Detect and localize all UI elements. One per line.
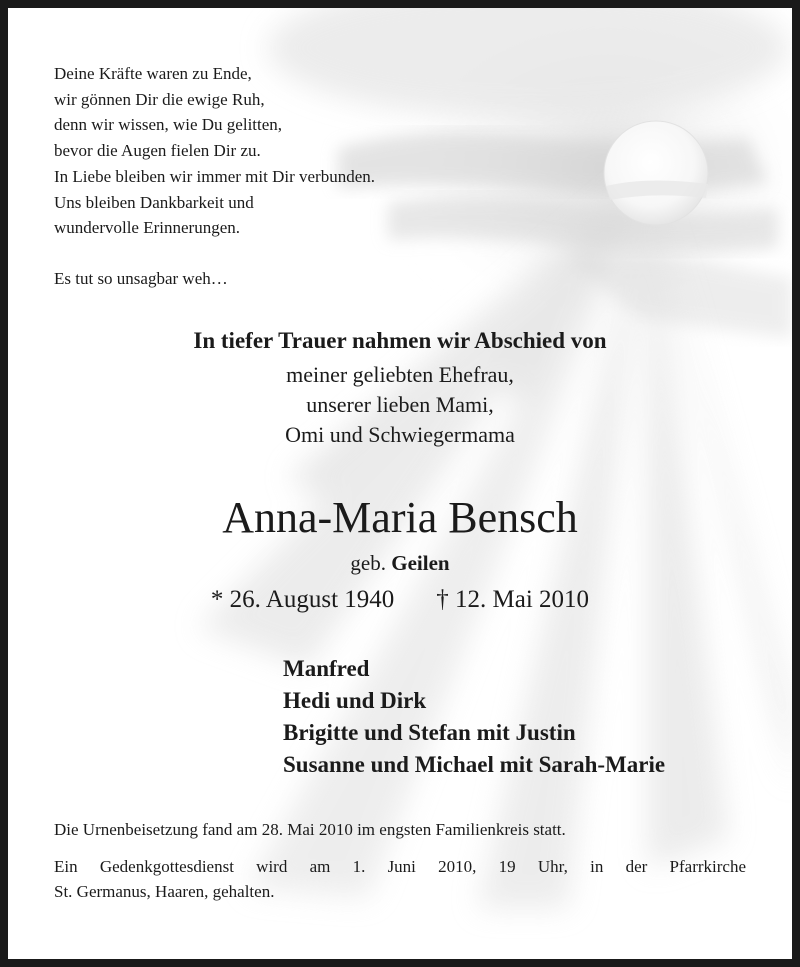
born-prefix: geb. [350,551,386,575]
relation-line: meiner geliebten Ehefrau, [286,362,514,387]
deceased-name: Anna-Maria Bensch [222,493,578,542]
relation-line: Omi und Schwiegermama [285,422,515,447]
mourning-headline: In tiefer Trauer nahmen wir Abschied von [193,328,607,353]
death-date: † 12. Mai 2010 [436,586,590,613]
birth-date: * 26. August 1940 [210,586,395,613]
poem-line: Deine Kräfte waren zu Ende, [54,64,252,83]
poem-line: bevor die Augen fielen Dir zu. [54,141,261,161]
family-member: Manfred [283,656,370,681]
poem-closing: Es tut so unsagbar weh… [54,269,228,288]
service-line: Ein Gedenkgottesdienst wird am 1. Juni 2010, 19 Uhr, in der Pfarrkirche [54,857,746,876]
family-list [283,653,665,781]
family-member: Hedi und Dirk [283,688,427,713]
relation-line: unserer lieben Mami, [306,392,494,417]
burial-notice: Die Urnenbeisetzung fand am 28. Mai 2010 im engsten Familienkreis statt. [54,820,566,839]
poem-line: wundervolle Erinnerungen. [54,218,240,238]
life-dates [8,586,792,614]
poem [54,61,375,241]
obituary-frame [8,8,792,959]
maiden-name-line [8,551,792,576]
family-member: Susanne und Michael mit Sarah-Marie [283,752,666,777]
poem-line: In Liebe bleiben wir immer mit Dir verbunden. [54,166,376,186]
family-member: Brigitte und Stefan mit Justin [283,720,576,745]
poem-line: Uns bleiben Dankbarkeit und [54,192,254,212]
maiden-name: Geilen [391,551,450,575]
memorial-service-notice [54,854,746,904]
poem-line: denn wir wissen, wie Du gelitten, [54,115,283,135]
service-line: St. Germanus, Haaren, gehalten. [54,882,275,901]
poem-line: wir gönnen Dir die ewige Ruh, [54,89,265,109]
